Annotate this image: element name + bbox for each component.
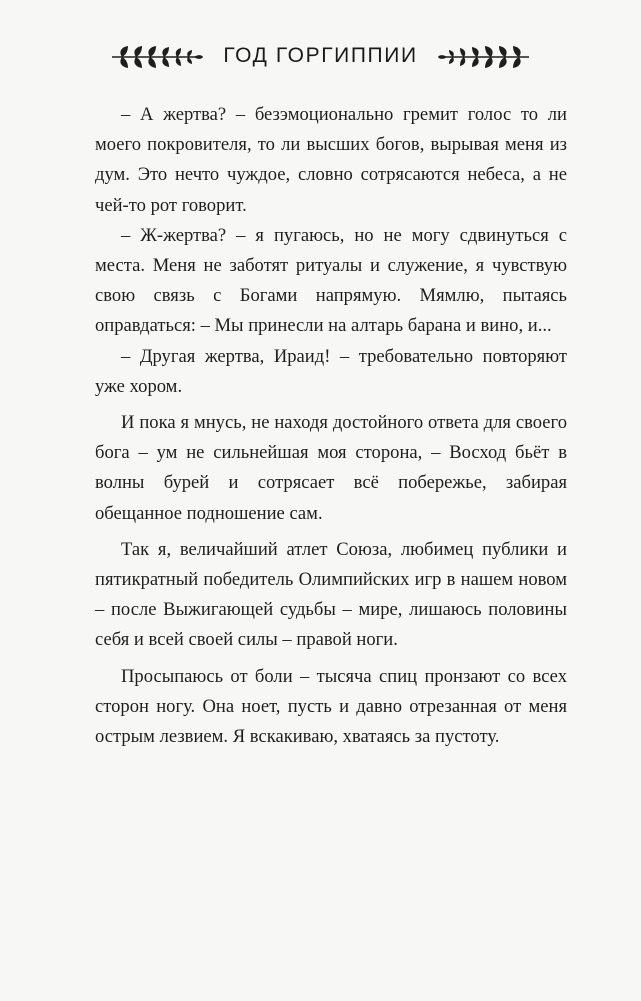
laurel-branch-icon [437,42,533,72]
body-text [95,100,567,752]
running-header [0,38,641,78]
paragraph: Так я, величайший атлет Союза, любимец публики и пятикратный победитель Олимпийских игр в нашем новом – после Выжигающей судьбы – мире, лишаюсь половины себя и всей своей силы – правой ноги. [95,538,567,651]
running-title: ГОД ГОРГИППИИ [223,44,418,67]
laurel-branch-icon [108,42,204,72]
paragraph: – А жертва? – безэмоционально гремит голос то ли моего покровителя, то ли высших богов, вырывая меня из дум. Это нечто чуждое, словно сотрясаются небеса, а не чей-то рот говорит. [95,104,567,216]
paragraph: – Ж-жертва? – я пугаюсь, но не могу сдвинуться с места. Меня не заботят ритуалы и служение, я чувствую свою связь с Богами напрямую. Мямлю, пытаясь оправдаться: – Мы принесли на алтарь барана и вино, и... [95,224,567,337]
paragraph: Просыпаюсь от боли – тысяча спиц пронзают со всех сторон ногу. Она ноет, пусть и давно отрезанная от меня острым лезвием. Я вскакиваю, хватаясь за пустоту. [95,665,567,748]
paragraph: – Другая жертва, Ираид! – требовательно повторяют уже хором. [95,345,567,397]
paragraph: И пока я мнусь, не находя достойного ответа для своего бога – ум не сильнейшая моя сторона, – Восход бьёт в волны бурей и сотрясает всё побережье, забирая обещанное подношение сам. [95,412,567,524]
